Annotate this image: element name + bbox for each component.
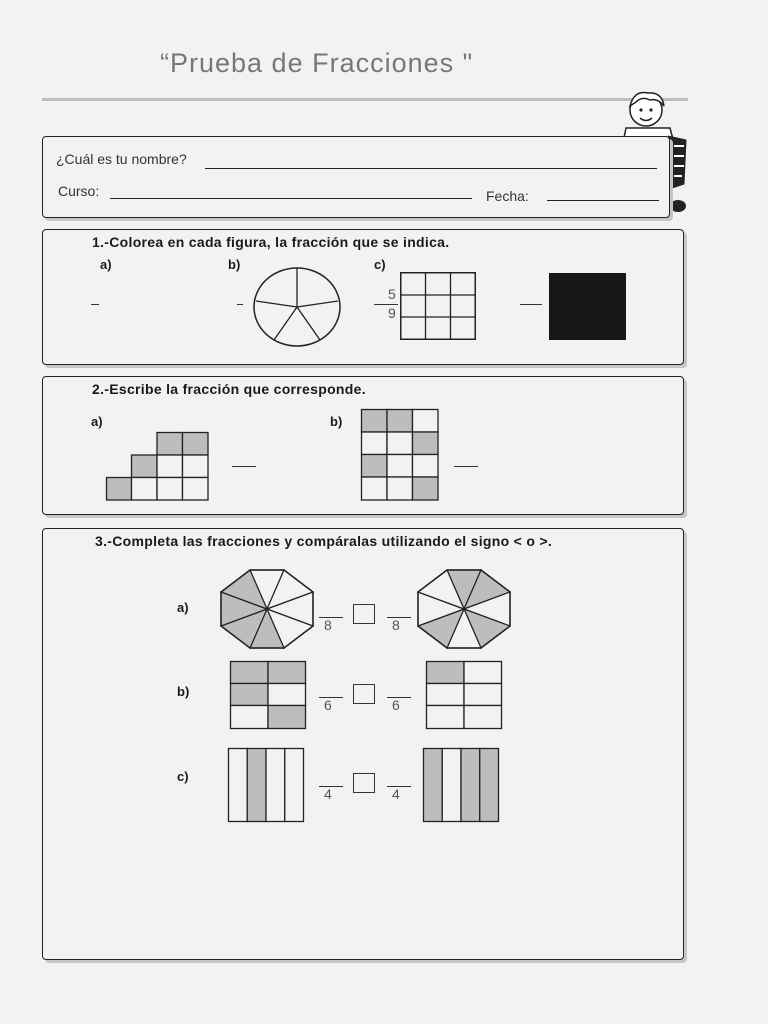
grid-2x3-right [426,661,502,729]
course-field[interactable] [110,198,472,199]
exercise-1-heading: 1.-Colorea en cada figura, la fracción que se indica. [92,234,450,250]
denominator-3b-right: 6 [392,697,400,713]
exercise-3a-label: a) [177,600,189,615]
denominator-3c-left: 4 [324,786,332,802]
exercise-3b-label: b) [177,684,190,699]
pie-circle-fifths[interactable] [252,266,342,348]
worksheet-title: “Prueba de Fracciones " [160,48,474,78]
octagon-left [220,569,314,649]
grid-3x4-shaded [361,409,439,501]
exercise-3-box [42,528,684,960]
exercise-2a-label: a) [91,414,103,429]
date-field[interactable] [547,200,659,201]
exercise-3c-label: c) [177,769,189,784]
exercise-1a-label: a) [100,257,112,272]
fraction-1c-denominator: 9 [388,305,396,321]
student-info-box [42,136,670,218]
fraction-blank-square [520,304,542,305]
grid-2x3-left [230,661,306,729]
filled-square[interactable] [549,273,626,340]
exercise-3-heading: 3.-Completa las fracciones y compáralas utilizando el signo < o >. [95,533,553,549]
comparison-box-3a[interactable] [353,604,375,624]
exercise-1c-label: c) [374,257,386,272]
date-label: Fecha: [486,188,529,204]
denominator-3a-right: 8 [392,617,400,633]
fraction-blank-1b [237,304,243,305]
bars-quarters-left [228,748,304,822]
fraction-blank-2a [232,466,256,467]
fraction-1c-numerator: 5 [388,286,396,302]
name-field[interactable] [205,168,657,169]
denominator-3b-left: 6 [324,697,332,713]
exercise-2-heading: 2.-Escribe la fracción que corresponde. [92,381,366,397]
octagon-right [417,569,511,649]
course-label: Curso: [58,183,100,199]
comparison-box-3c[interactable] [353,773,375,793]
grid-3x3[interactable] [400,272,476,340]
fraction-blank-1a [91,304,99,305]
name-label: ¿Cuál es tu nombre? [56,151,187,167]
exercise-2b-label: b) [330,414,343,429]
title-rule [42,98,688,101]
exercise-1b-label: b) [228,257,241,272]
denominator-3a-left: 8 [324,617,332,633]
comparison-box-3b[interactable] [353,684,375,704]
bars-quarters-right [423,748,499,822]
staircase-figure [106,432,210,501]
denominator-3c-right: 4 [392,786,400,802]
fraction-blank-2b [454,466,478,467]
